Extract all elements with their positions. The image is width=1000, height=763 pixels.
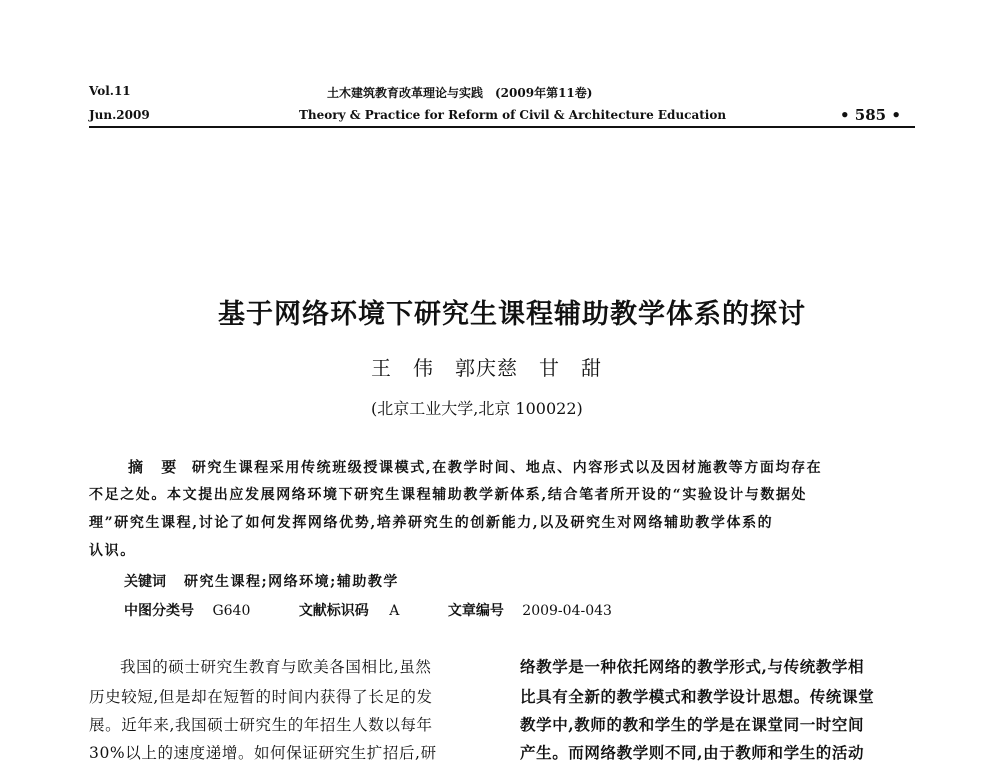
article-number-value: 2009-04-043 [522,603,612,619]
abstract-line-2: 不足之处。本文提出应发展网络环境下研究生课程辅助教学新体系,结合笔者所开设的“实验设计与数据处 [89,487,808,503]
right-col-line-2: 比具有全新的教学模式和教学设计思想。传统课堂 [520,687,875,706]
abstract-label: 摘 要 [128,458,178,476]
classification-row [124,600,612,620]
abstract-line-4: 认识。 [89,543,136,559]
issue-date: Jun.2009 [89,108,150,122]
keywords-row [124,571,399,591]
volume-label: Vol.11 [89,84,131,98]
clc-label: 中图分类号 [124,603,194,619]
abstract-text-1: 研究生课程采用传统班级授课模式,在教学时间、地点、内容形式以及因材施教等方面均存在 [191,460,823,476]
journal-title-en: Theory & Practice for Reform of Civil & Architecture Education [299,108,727,122]
right-col-line-3: 教学中,教师的教和学生的学是在课堂同一时空间 [520,715,865,734]
page-number: • 585 • [840,106,901,124]
clc-value: G640 [212,603,251,619]
header-rule [89,126,915,128]
doc-code-value: A [389,603,400,619]
keywords-label: 关键词 [124,574,166,590]
left-col-line-2: 历史较短,但是却在短暂的时间内获得了长足的发 [89,688,433,706]
right-col-line-1: 络教学是一种依托网络的教学形式,与传统教学相 [520,657,865,676]
article-number-label: 文章编号 [447,603,504,619]
article-title: 基于网络环境下研究生课程辅助教学体系的探讨 [218,299,806,330]
right-col-line-4: 产生。而网络教学则不同,由于教师和学生的活动 [520,743,865,762]
keywords-text: 研究生课程;网络环境;辅助教学 [184,574,399,590]
doc-code-label: 文献标识码 [298,603,369,619]
left-col-line-1: 我国的硕士研究生教育与欧美各国相比,虽然 [120,658,432,676]
article-authors: 王 伟 郭庆慈 甘 甜 [371,356,602,380]
abstract-line-3: 理”研究生课程,讨论了如何发挥网络优势,培养研究生的创新能力,以及研究生对网络辅助教学体系的 [89,515,774,531]
journal-title-cn: 土木建筑教育改革理论与实践 (2009年第11卷) [327,86,593,100]
abstract-line-1 [128,456,822,477]
article-affiliation: (北京工业大学,北京 100022) [371,399,583,418]
left-col-line-3: 展。近年来,我国硕士研究生的年招生人数以每年 [89,716,433,734]
left-col-line-4: 30%以上的速度递增。如何保证研究生扩招后,研 [89,744,437,762]
